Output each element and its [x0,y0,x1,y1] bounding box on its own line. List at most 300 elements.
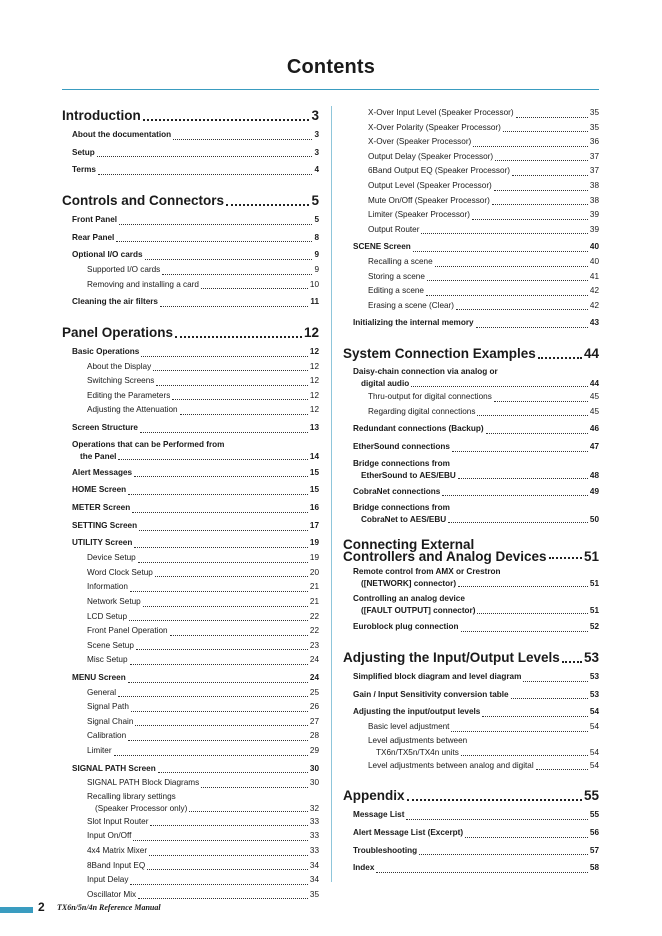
toc-subsection[interactable] [62,389,319,404]
toc-leader-dots [419,854,588,855]
toc-leader-dots [138,562,308,563]
toc-entry-title: Appendix [343,788,405,804]
toc-leader-dots [135,725,307,726]
toc-leader-dots [376,872,588,873]
toc-leader-dots [173,139,312,140]
toc-subsection[interactable] [343,208,599,223]
toc-leader-dots [477,415,587,416]
toc-page-number: 27 [309,716,319,726]
toc-entry-title: Level adjustments between analog and digital [368,760,534,770]
toc-entry-line [353,502,599,513]
toc-entry-title: 4x4 Matrix Mixer [87,846,148,856]
toc-chapter[interactable] [343,344,599,363]
toc-entry-title: UTILITY Screen [72,538,133,548]
toc-subsection[interactable] [343,164,599,179]
toc-chapter[interactable] [343,786,599,805]
toc-leader-dots [172,399,308,400]
toc-page-number: 33 [309,831,319,841]
toc-page-number: 5 [311,193,319,209]
toc-section[interactable] [62,439,319,463]
toc-page-number: 38 [589,180,599,190]
toc-section[interactable] [62,345,319,360]
toc-subsection[interactable] [343,720,599,735]
toc-entry-title: Controlling an analog device [353,594,465,604]
toc-entry-title: SETTING Screen [72,520,138,530]
toc-page-number: 44 [583,346,599,362]
toc-leader-dots [492,204,588,205]
toc-entry-title: System Connection Examples [343,346,536,362]
toc-entry-title: Recalling library settings [87,791,176,801]
toc-entry-title-cont: ([NETWORK] connector) [361,579,457,589]
toc-entry-title: Alert Messages [72,467,133,477]
toc-entry-title: CobraNet connections [353,486,441,496]
toc-subsection[interactable] [62,653,319,668]
toc-leader-dots [143,606,308,607]
toc-subsection[interactable] [62,791,319,815]
toc-section[interactable] [62,519,319,534]
toc-entry-line [72,450,319,463]
toc-page-number: 48 [589,470,599,480]
toc-entry-title-cont: ([FAULT OUTPUT] connector) [361,606,476,616]
toc-section[interactable] [62,295,319,310]
toc-page-number: 12 [303,325,319,340]
toc-entry-title: Erasing a scene (Clear) [368,300,455,310]
toc-entry-title-cont: CobraNet to AES/EBU [361,515,447,525]
toc-page-number: 41 [589,271,599,281]
toc-entry-line [87,791,319,802]
toc-entry-title: Oscillator Mix [87,889,137,899]
toc-section[interactable] [343,422,599,437]
toc-leader-dots [427,280,588,281]
toc-page-number: 53 [583,650,599,666]
toc-section[interactable] [62,501,319,516]
toc-section[interactable] [343,844,599,859]
toc-leader-dots [150,825,307,826]
toc-subsection[interactable] [62,566,319,581]
toc-section[interactable] [343,502,599,526]
toc-entry-title: Controls and Connectors [62,193,225,209]
toc-leader-dots [226,204,309,206]
toc-subsection[interactable] [343,284,599,299]
toc-entry-title: Output Level (Speaker Processor) [368,180,492,190]
toc-entry-title: Adjusting the Input/Output Levels [343,650,560,666]
footer-accent-bar [0,907,33,913]
toc-entry-line [343,550,599,563]
toc-entry-title: LCD Setup [87,611,128,621]
toc-section[interactable] [62,213,319,228]
toc-page-number: 40 [589,257,599,267]
toc-section[interactable] [343,688,599,703]
toc-page-number: 54 [589,722,599,732]
toc-page-number: 54 [589,747,599,757]
toc-subsection[interactable] [62,580,319,595]
toc-entry-line [87,802,319,815]
toc-leader-dots [118,459,307,460]
toc-leader-dots [458,586,588,587]
toc-entry-title-cont: the Panel [80,451,117,461]
toc-leader-dots [114,755,308,756]
toc-section[interactable] [343,440,599,455]
toc-leader-dots [473,146,588,147]
toc-entry-title-cont: TX6n/TX5n/TX4n units [376,747,459,757]
toc-entry-title: Limiter (Speaker Processor) [368,210,470,220]
toc-subsection[interactable] [343,390,599,405]
toc-leader-dots [503,131,588,132]
toc-entry-title: Simplified block diagram and level diagram [353,672,522,682]
toc-page-number: 12 [309,390,319,400]
toc-page-number: 9 [314,250,319,260]
toc-entry-line [368,735,599,746]
toc-leader-dots [486,433,588,434]
toc-entry-title-cont: (Speaker Processor only) [95,803,188,813]
toc-entry-title: X-Over Polarity (Speaker Processor) [368,122,501,132]
toc-page-number: 30 [309,763,319,773]
toc-leader-dots [136,649,308,650]
toc-page-number: 28 [309,731,319,741]
toc-subsection[interactable] [62,610,319,625]
toc-section[interactable] [62,128,319,143]
toc-subsection[interactable] [343,759,599,774]
toc-subsection[interactable] [62,374,319,389]
toc-entry-title: SIGNAL PATH Block Diagrams [87,778,200,788]
toc-page-number: 51 [589,579,599,589]
toc-leader-dots [426,295,588,296]
toc-page-number: 39 [589,210,599,220]
toc-leader-dots [147,869,308,870]
toc-section[interactable] [343,366,599,390]
toc-entry-title: About the Display [87,361,152,371]
toc-entry-title: Operations that can be Performed from [72,439,225,449]
toc-entry-line [353,469,599,482]
toc-entry-title-cont: EtherSound to AES/EBU [361,470,456,480]
toc-entry-title: Misc Setup [87,655,128,665]
toc-left-column [62,106,319,902]
toc-page-number: 12 [309,405,319,415]
toc-entry-title: Adjusting the Attenuation [87,405,178,415]
toc-subsection[interactable] [343,121,599,136]
toc-page-number: 42 [589,286,599,296]
toc-page-number: 15 [309,467,319,477]
toc-section[interactable] [62,483,319,498]
toc-page-number: 26 [309,702,319,712]
toc-leader-dots [201,288,308,289]
toc-section[interactable] [343,458,599,482]
toc-leader-dots [523,681,588,682]
toc-subsection[interactable] [343,405,599,420]
toc-entry-title-cont: Controllers and Analog Devices [343,549,547,565]
toc-subsection[interactable] [62,776,319,791]
toc-subsection[interactable] [62,403,319,418]
toc-entry-title: Message List [353,810,405,820]
toc-page-number: 46 [589,424,599,434]
toc-page-number: 33 [309,816,319,826]
toc-subsection[interactable] [343,150,599,165]
toc-entry-title: Bridge connections from [353,458,450,468]
toc-leader-dots [512,175,588,176]
toc-section[interactable] [343,593,599,617]
toc-subsection[interactable] [62,815,319,830]
toc-leader-dots [461,755,588,756]
toc-page-number: 13 [309,423,319,433]
toc-section[interactable] [62,671,319,686]
toc-leader-dots [472,219,588,220]
toc-section[interactable] [343,485,599,500]
toc-page-number: 19 [309,538,319,548]
toc-leader-dots [162,274,312,275]
toc-subsection[interactable] [343,735,599,759]
toc-page-number: 37 [589,166,599,176]
toc-leader-dots [451,731,587,732]
toc-subsection[interactable] [343,270,599,285]
toc-leader-dots [477,613,587,614]
toc-page-number: 25 [309,687,319,697]
toc-page-number: 43 [589,318,599,328]
toc-entry-title: Cleaning the air filters [72,297,158,307]
toc-page-number: 32 [309,803,319,813]
toc-page-number: 54 [589,707,599,717]
toc-section[interactable] [62,163,319,178]
toc-entry-title: Switching Screens [87,376,155,386]
toc-entry-title: Basic Operations [72,346,140,356]
toc-page-number: 52 [589,622,599,632]
toc-subsection[interactable] [62,278,319,293]
toc-leader-dots [138,898,308,899]
toc-subsection[interactable] [62,859,319,874]
toc-leader-dots [160,306,308,307]
toc-entry-title: X-Over (Speaker Processor) [368,137,472,147]
toc-leader-dots [495,160,588,161]
toc-entry-title: Optional I/O cards [72,250,143,260]
toc-page-number: 35 [589,108,599,117]
toc-page-number: 17 [309,520,319,530]
toc-subsection[interactable] [62,873,319,888]
toc-entry-title: Signal Chain [87,716,134,726]
toc-entry-title: Remote control from AMX or Crestron [353,567,501,577]
toc-chapter[interactable] [62,191,319,210]
toc-leader-dots [97,156,313,157]
toc-page-number: 35 [309,889,319,899]
toc-subsection[interactable] [62,551,319,566]
toc-subsection[interactable] [62,624,319,639]
toc-entry-title: Editing the Parameters [87,390,171,400]
toc-chapter[interactable] [62,323,319,342]
toc-section[interactable] [343,826,599,841]
toc-entry-title: Signal Path [87,702,129,712]
toc-section[interactable] [343,240,599,255]
toc-page-number: 49 [589,486,599,496]
toc-subsection[interactable] [62,715,319,730]
toc-subsection[interactable] [62,360,319,375]
toc-page-number: 39 [589,224,599,234]
toc-entry-line [353,458,599,469]
toc-entry-title: Output Router [368,224,420,234]
toc-page-number: 34 [309,875,319,885]
toc-page-number: 50 [589,515,599,525]
toc-entry-title: Setup [72,147,95,157]
toc-section[interactable] [343,861,599,876]
toc-subsection[interactable] [62,844,319,859]
toc-leader-dots [461,631,588,632]
column-divider [331,106,332,882]
toc-leader-dots [452,451,588,452]
toc-leader-dots [406,819,587,820]
toc-subsection[interactable] [62,744,319,759]
toc-section[interactable] [62,537,319,552]
toc-entry-title: SCENE Screen [353,242,411,252]
toc-subsection[interactable] [343,299,599,314]
toc-leader-dots [131,711,308,712]
toc-subsection[interactable] [343,255,599,270]
toc-entry-title: Word Clock Setup [87,567,153,577]
toc-page-number: 8 [314,232,319,242]
toc-page-number: 58 [589,863,599,873]
toc-leader-dots [134,547,308,548]
toc-page-number: 4 [314,165,319,175]
toc-leader-dots [189,811,308,812]
toc-leader-dots [118,696,308,697]
toc-section[interactable] [62,762,319,777]
toc-section[interactable] [62,146,319,161]
toc-page-number: 14 [309,451,319,461]
toc-entry-title: Scene Setup [87,640,134,650]
toc-chapter[interactable] [343,648,599,667]
toc-section[interactable] [343,566,599,590]
toc-page-number: 5 [314,215,319,225]
toc-leader-dots [170,635,308,636]
toc-leader-dots [129,620,308,621]
toc-entry-title: Input On/Off [87,831,132,841]
toc-page-number: 55 [589,810,599,820]
toc-leader-dots [149,855,308,856]
toc-section[interactable] [62,421,319,436]
toc-leader-dots [562,661,582,663]
toc-entry-line [368,746,599,759]
toc-entry-title: Basic level adjustment [368,722,450,732]
toc-entry-title: Recalling a scene [368,257,433,267]
toc-leader-dots [538,357,582,359]
toc-section[interactable] [343,620,599,635]
toc-page-number: 47 [589,441,599,451]
toc-leader-dots [130,591,308,592]
toc-subsection[interactable] [343,223,599,238]
toc-entry-title: Input Delay [87,875,129,885]
toc-entry-line [353,366,599,377]
toc-entry-title: Thru-output for digital connections [368,392,492,402]
toc-section[interactable] [343,808,599,823]
toc-entry-title: Network Setup [87,596,141,606]
toc-subsection[interactable] [343,179,599,194]
toc-leader-dots [421,233,587,234]
toc-entry-title: Limiter [87,746,112,755]
toc-entry-title: METER Screen [72,503,131,513]
toc-chapter[interactable] [343,539,599,563]
toc-gap [62,178,319,191]
toc-entry-title: Introduction [62,108,141,123]
toc-page-number: 29 [309,746,319,755]
toc-page-number: 20 [309,567,319,577]
toc-subsection[interactable] [62,888,319,903]
toc-leader-dots [465,837,588,838]
toc-section[interactable] [62,466,319,481]
toc-leader-dots [516,117,588,118]
toc-gap [343,773,599,786]
toc-leader-dots [141,356,308,357]
toc-leader-dots [201,787,308,788]
toc-subsection[interactable] [343,106,599,121]
toc-page-number: 34 [309,860,319,870]
toc-gap [343,635,599,648]
toc-entry-title: 6Band Output EQ (Speaker Processor) [368,166,510,176]
toc-entry-title: HOME Screen [72,485,127,495]
toc-page-number: 12 [309,346,319,356]
toc-leader-dots [128,682,308,683]
toc-leader-dots [119,224,312,225]
toc-entry-title: Mute On/Off (Speaker Processor) [368,195,490,205]
toc-section[interactable] [343,316,599,331]
toc-entry-title: Slot Input Router [87,816,149,826]
toc-subsection[interactable] [62,729,319,744]
toc-entry-title: 8Band Input EQ [87,860,146,870]
toc-entry-title: X-Over Input Level (Speaker Processor) [368,108,514,117]
toc-subsection[interactable] [62,700,319,715]
toc-leader-dots [413,251,588,252]
toc-entry-title: Panel Operations [62,325,174,340]
toc-leader-dots [411,386,588,387]
toc-page-number: 55 [583,788,599,804]
toc-page-number: 10 [309,279,319,289]
toc-entry-title: Index [353,863,375,873]
toc-subsection[interactable] [343,135,599,150]
toc-chapter[interactable] [62,106,319,125]
toc-section[interactable] [62,231,319,246]
toc-page-number: 3 [314,129,319,139]
toc-leader-dots [476,327,588,328]
toc-entry-title: Front Panel [72,215,118,225]
toc-entry-title: Euroblock plug connection [353,622,459,632]
toc-section[interactable] [343,705,599,720]
toc-subsection[interactable] [62,263,319,278]
toc-entry-line [353,513,599,526]
toc-page-number: 54 [589,760,599,770]
toc-page-number: 56 [589,827,599,837]
toc-page-number: 40 [589,242,599,252]
toc-subsection[interactable] [62,829,319,844]
toc-subsection[interactable] [62,686,319,701]
footer-page-number: 2 [38,900,45,914]
toc-subsection[interactable] [343,194,599,209]
toc-page-number: 33 [309,846,319,856]
toc-entry-title: SIGNAL PATH Screen [72,763,156,773]
toc-leader-dots [494,190,588,191]
toc-page-number: 45 [589,392,599,402]
toc-page-number: 19 [309,553,319,563]
toc-leader-dots [494,401,588,402]
toc-leader-dots [132,512,308,513]
toc-leader-dots [140,432,308,433]
toc-leader-dots [156,385,308,386]
toc-section[interactable] [62,248,319,263]
toc-subsection[interactable] [62,639,319,654]
toc-entry-title: MENU Screen [72,672,126,682]
toc-section[interactable] [343,670,599,685]
toc-leader-dots [456,309,588,310]
toc-subsection[interactable] [62,595,319,610]
toc-page-number: 24 [309,655,319,665]
toc-page-number: 11 [310,297,319,307]
toc-entry-line [353,566,599,577]
toc-leader-dots [442,495,588,496]
toc-leader-dots [435,266,588,267]
